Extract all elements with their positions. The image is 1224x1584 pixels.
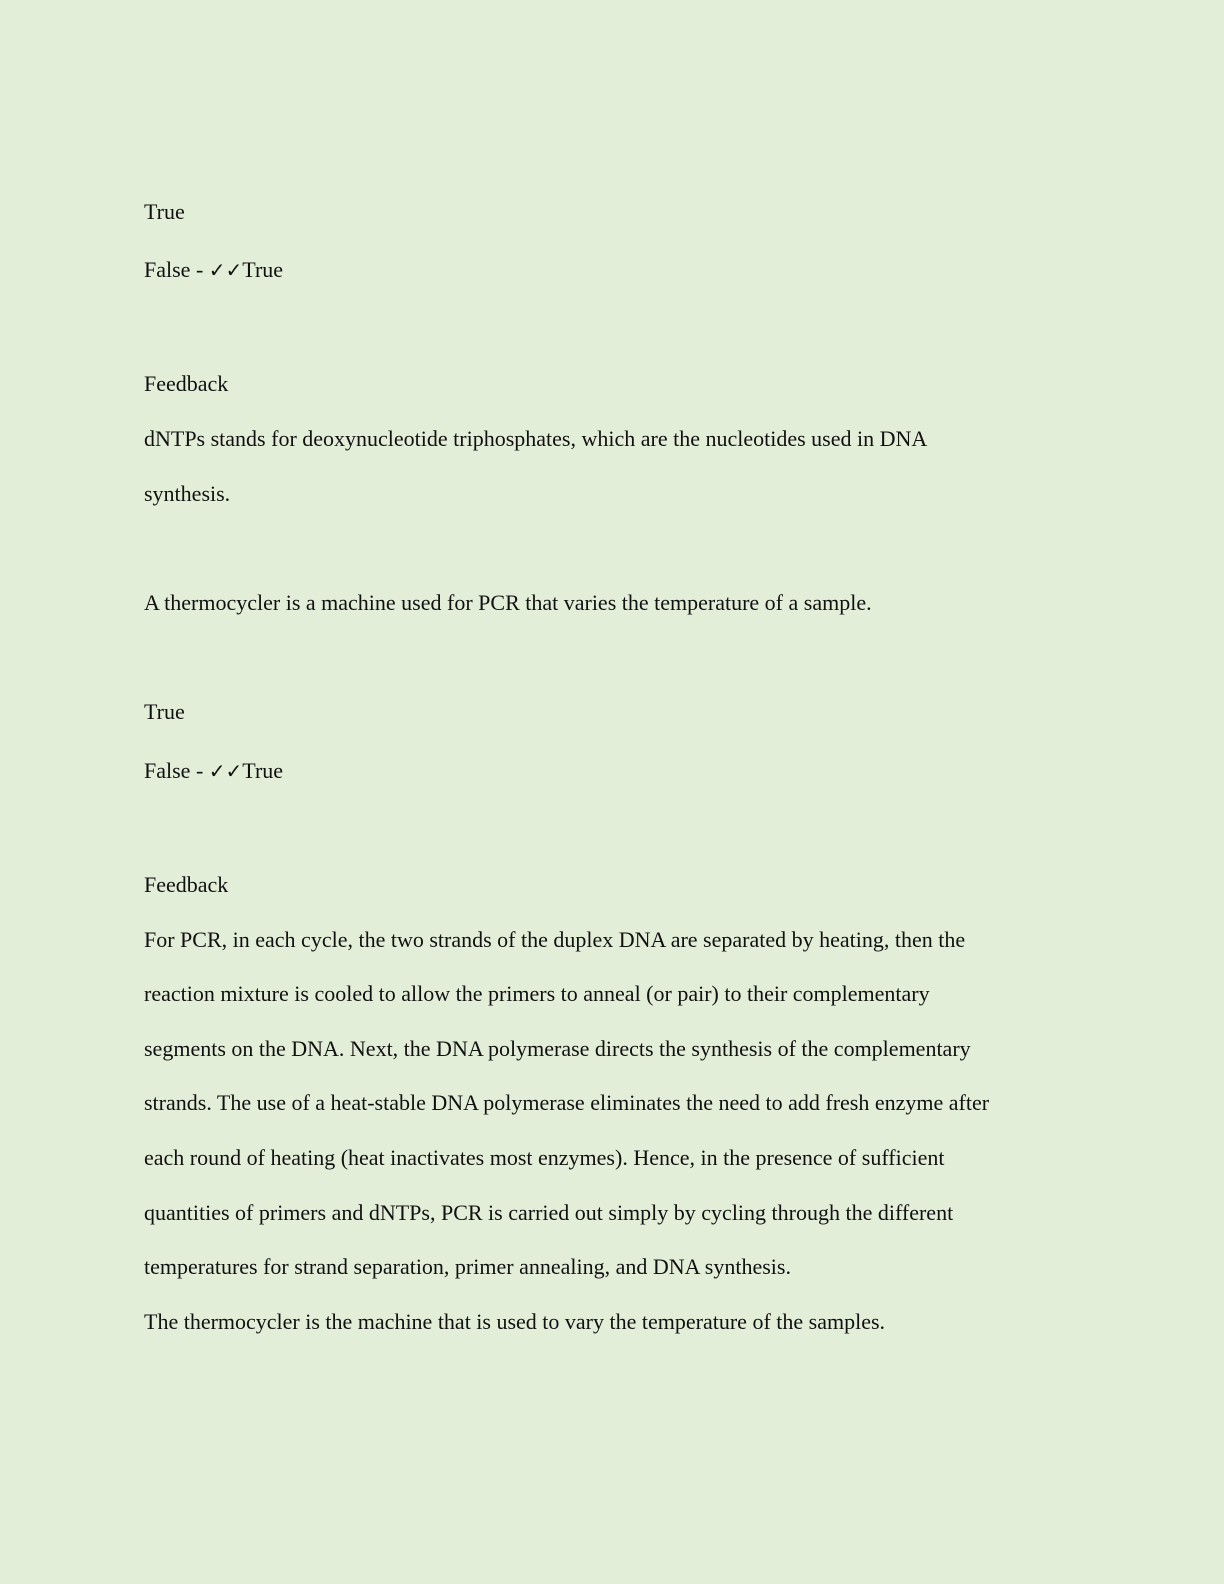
feedback-line: synthesis. — [144, 481, 231, 506]
option-false-answer — [144, 757, 283, 785]
option-false-label: False - — [144, 758, 209, 783]
feedback-line: reaction mixture is cooled to allow the primers to anneal (or pair) to their complementary — [144, 981, 930, 1006]
option-true: True — [144, 699, 185, 724]
option-false-answer — [144, 256, 283, 284]
option-false-label: False - — [144, 257, 209, 282]
feedback-heading: Feedback — [144, 872, 229, 897]
checkmark-icon: ✓✓ — [208, 759, 243, 783]
feedback-line: quantities of primers and dNTPs, PCR is carried out simply by cycling through the different — [144, 1200, 954, 1225]
feedback-heading: Feedback — [144, 371, 229, 396]
feedback-line: temperatures for strand separation, primer annealing, and DNA synthesis. — [144, 1254, 791, 1279]
feedback-line: each round of heating (heat inactivates most enzymes). Hence, in the presence of sufficient — [144, 1145, 945, 1170]
feedback-line: The thermocycler is the machine that is used to vary the temperature of the samples. — [144, 1309, 886, 1334]
feedback-line: strands. The use of a heat-stable DNA polymerase eliminates the need to add fresh enzyme after — [144, 1090, 990, 1115]
feedback-line: dNTPs stands for deoxynucleotide triphosphates, which are the nucleotides used in DNA — [144, 426, 928, 451]
option-true: True — [144, 199, 185, 224]
feedback-line: For PCR, in each cycle, the two strands of the duplex DNA are separated by heating, then the — [144, 927, 966, 952]
checkmark-icon: ✓✓ — [208, 258, 243, 282]
feedback-line: segments on the DNA. Next, the DNA polymerase directs the synthesis of the complementary — [144, 1036, 971, 1061]
correct-answer: True — [242, 758, 284, 783]
correct-answer: True — [242, 257, 284, 282]
question-statement: A thermocycler is a machine used for PCR that varies the temperature of a sample. — [144, 590, 872, 615]
